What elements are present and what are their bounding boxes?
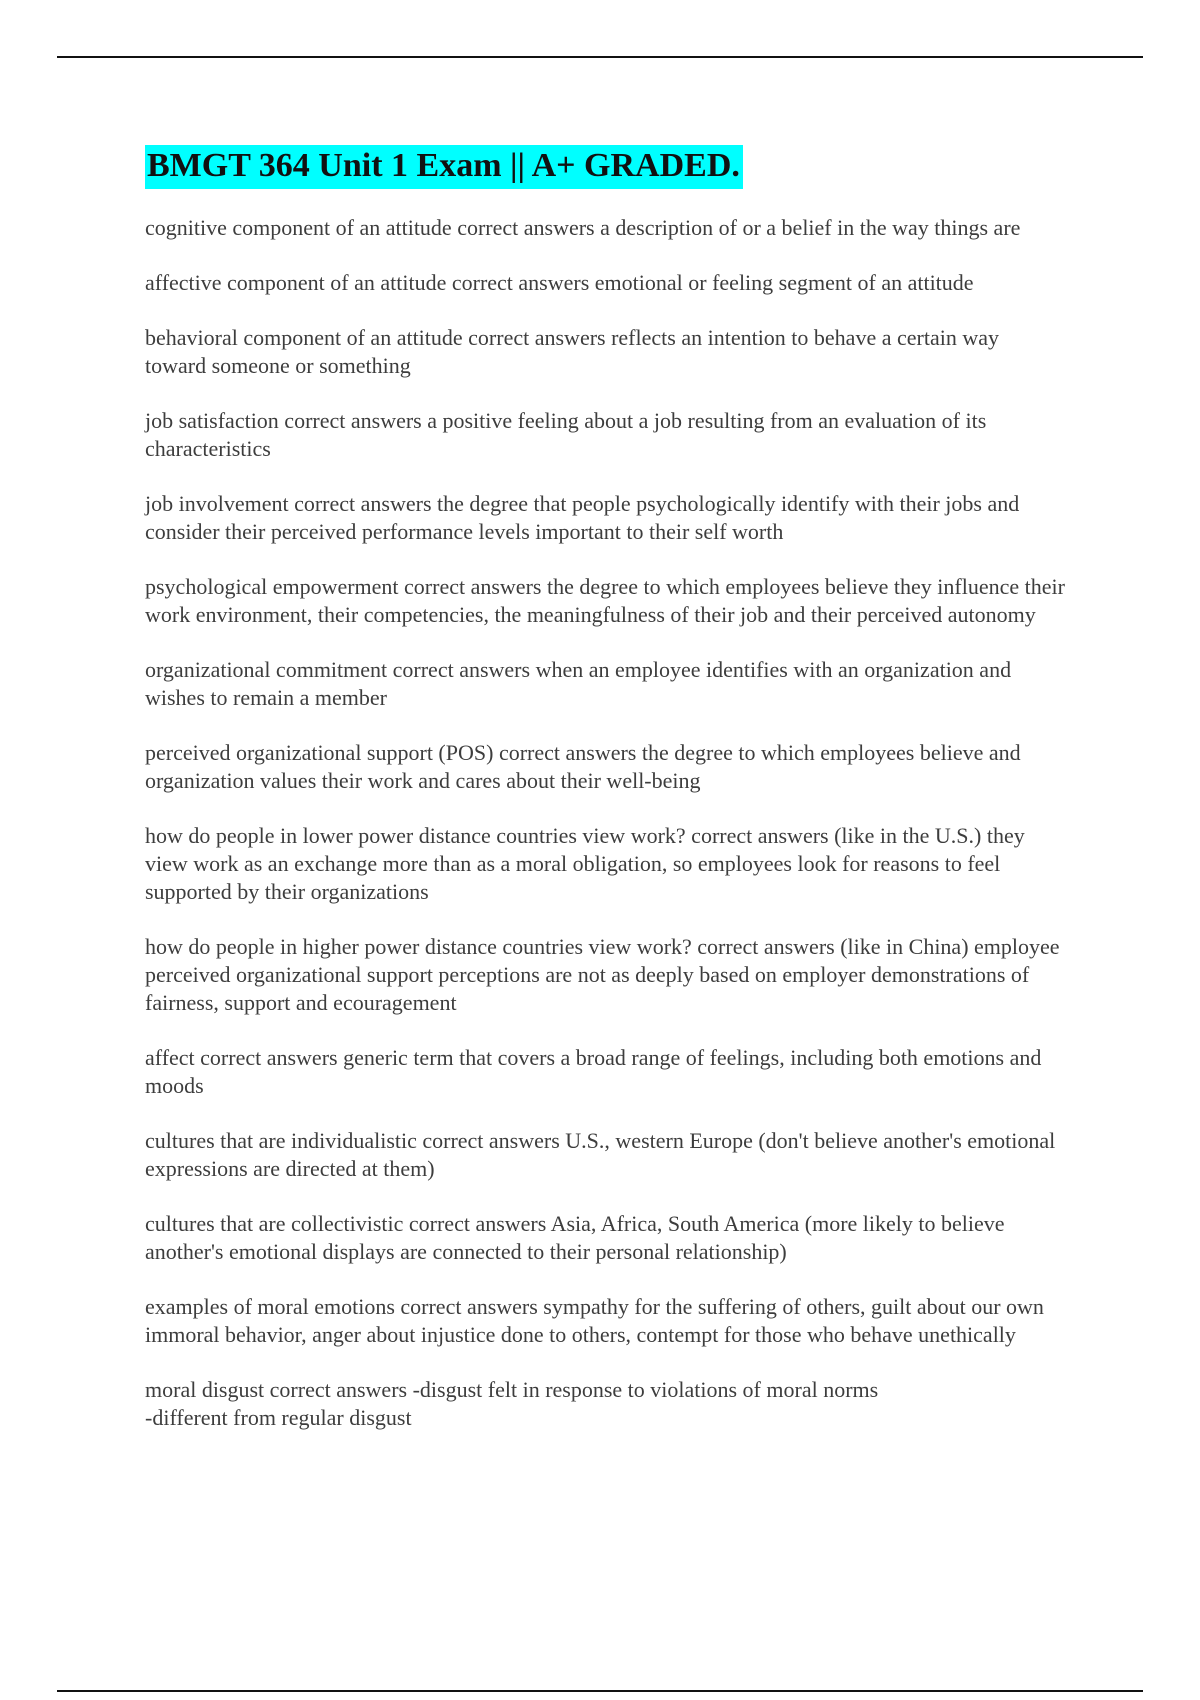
qa-item: behavioral component of an attitude correct answers reflects an intention to behave a certain way toward someone or something [145, 325, 999, 378]
qa-item: cultures that are collectivistic correct answers Asia, Africa, South America (more likely to believe another's emotional displays are connected to their personal relationship) [145, 1211, 1005, 1264]
qa-item: how do people in higher power distance countries view work? correct answers (like in China) employee perceived organizational support perceptions are not as deeply based on employer demonstrations of fairness, support and ecouragement [145, 934, 1060, 1015]
qa-item: perceived organizational support (POS) correct answers the degree to which employees believe and organization values their work and cares about their well-being [145, 740, 1021, 793]
bottom-rule [57, 1690, 1143, 1692]
qa-item: affect correct answers generic term that covers a broad range of feelings, including both emotions and moods [145, 1045, 1042, 1098]
qa-item: cultures that are individualistic correct answers U.S., western Europe (don't believe another's emotional expressions are directed at them) [145, 1128, 1056, 1181]
qa-item: examples of moral emotions correct answers sympathy for the suffering of others, guilt about our own immoral behavior, anger about injustice done to others, contempt for those who behave unethically [145, 1294, 1044, 1347]
qa-item: organizational commitment correct answers when an employee identifies with an organization and wishes to remain a member [145, 657, 1012, 710]
qa-item: affective component of an attitude correct answers emotional or feeling segment of an attitude [145, 270, 974, 295]
top-rule [57, 56, 1143, 58]
document-title: BMGT 364 Unit 1 Exam || A+ GRADED. [145, 145, 743, 189]
qa-item: job involvement correct answers the degree that people psychologically identify with their jobs and consider their perceived performance levels important to their self worth [145, 491, 1020, 544]
qa-item: psychological empowerment correct answers the degree to which employees believe they influence their work environment, their competencies, the meaningfulness of their job and their perceived autonomy [145, 574, 1065, 627]
qa-item: how do people in lower power distance countries view work? correct answers (like in the U.S.) they view work as an exchange more than as a moral obligation, so employees look for reasons to feel supported by their organizations [145, 823, 1025, 904]
qa-item: moral disgust correct answers -disgust felt in response to violations of moral norms -different from regular disgust [145, 1377, 879, 1430]
qa-item: job satisfaction correct answers a positive feeling about a job resulting from an evaluation of its characteristics [145, 408, 987, 461]
qa-item: cognitive component of an attitude correct answers a description of or a belief in the way things are [145, 215, 1021, 240]
document-body [145, 145, 1065, 1459]
qa-list [145, 214, 1065, 1432]
